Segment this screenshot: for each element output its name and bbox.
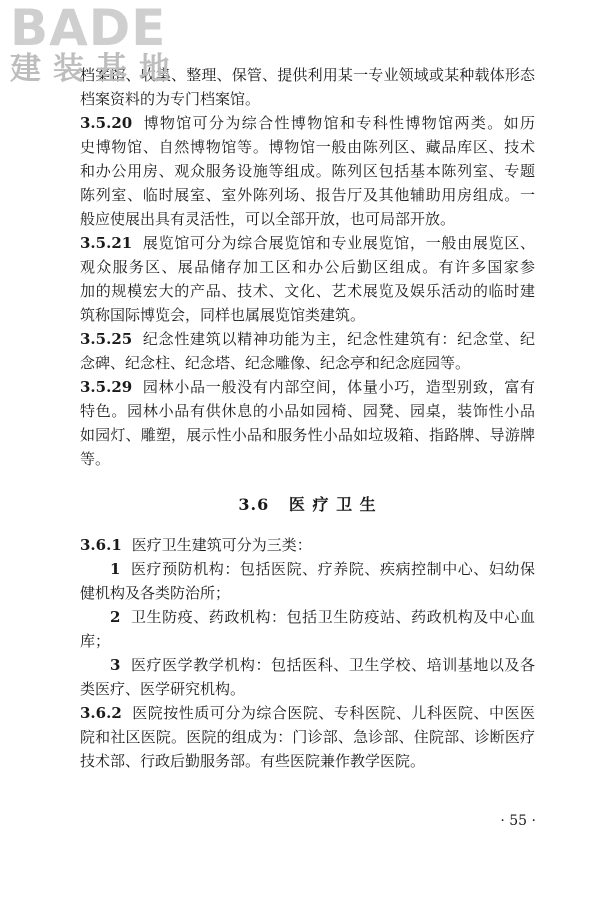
- clause-number: 3.5.20: [80, 114, 133, 132]
- item-number: 3: [110, 656, 121, 674]
- text-line: 纪念性建筑以精神功能为主，纪念性建筑有：纪念堂、纪: [142, 330, 535, 348]
- watermark-tagline: 建装基地: [10, 51, 182, 87]
- text-line: 如园灯、雕塑，展示性小品和服务性小品如垃圾箱、指路牌、导游牌: [80, 426, 535, 444]
- text-line: 加的规模宏大的产品、技术、文化、艺术展览及娱乐活动的临时建: [80, 282, 535, 300]
- text-line: 档案馆、收集、整理、保管、提供利用某一专业领域或某种载体形态: [80, 66, 535, 84]
- text-line: 特色。园林小品有供休息的小品如园椅、园凳、园桌，装饰性小品: [80, 402, 535, 420]
- text-line: 类医疗、医学研究机构。: [80, 680, 246, 698]
- text-line: 观众服务区、展品储存加工区和办公后勤区组成。有许多国家参: [80, 258, 535, 276]
- text-line: 医疗卫生建筑可分为三类：: [131, 536, 312, 554]
- clause-3-5-29: [80, 375, 535, 471]
- clause-3-5-21: [80, 231, 535, 327]
- clause-3-5-20: [80, 111, 535, 231]
- clause-3-6-1: [80, 533, 535, 701]
- text-line: 档案资料的为专门档案馆。: [80, 90, 261, 108]
- text-line: 医疗预防机构：包括医院、疗养院、疾病控制中心、妇幼保: [130, 560, 535, 578]
- text-line: 库；: [80, 632, 111, 650]
- page-body: [80, 63, 535, 773]
- clause-number: 3.5.29: [80, 378, 133, 396]
- item-number: 2: [110, 608, 121, 626]
- clause-number: 3.5.21: [80, 234, 133, 252]
- section-number: 3.6: [238, 495, 270, 514]
- page-number: · 55 ·: [500, 813, 536, 829]
- text-line: 博物馆可分为综合性博物馆和专科性博物馆两类。如历: [142, 114, 535, 132]
- clause-3-6-2: [80, 701, 535, 773]
- watermark-logo: [10, 2, 182, 86]
- list-item: [80, 653, 535, 701]
- clause-3-5-25: [80, 327, 535, 375]
- text-line: 史博物馆、自然博物馆等。博物馆一般由陈列区、藏品库区、技术: [80, 138, 535, 156]
- watermark-brand: BADE: [10, 0, 167, 57]
- text-line: 陈列室、临时展室、室外陈列场、报告厅及其他辅助用房组成。一: [80, 186, 535, 204]
- text-line: 等。: [80, 450, 111, 468]
- section-heading: [80, 493, 535, 517]
- list-item: [80, 557, 535, 605]
- item-number: 1: [110, 560, 121, 578]
- list-item: [80, 605, 535, 653]
- text-line: 技术部、行政后勤服务部。有些医院兼作教学医院。: [80, 752, 426, 770]
- text-line: 和办公用房、观众服务设施等组成。陈列区包括基本陈列室、专题: [80, 162, 535, 180]
- text-line: 院和社区医院。医院的组成为：门诊部、急诊部、住院部、诊断医疗: [80, 728, 535, 746]
- section-title: 医 疗 卫 生: [288, 495, 377, 514]
- text-line: 医院按性质可分为综合医院、专科医院、儿科医院、中医医: [131, 704, 535, 722]
- text-line: 般应使展出具有灵活性，可以全部开放，也可局部开放。: [80, 210, 456, 228]
- clause-number: 3.6.2: [80, 704, 122, 722]
- text-line: 筑称国际博览会，同样也属展览馆类建筑。: [80, 306, 366, 324]
- text-line: 展览馆可分为综合展览馆和专业展览馆，一般由展览区、: [142, 234, 535, 252]
- text-line: 卫生防疫、药政机构：包括卫生防疫站、药政机构及中心血: [130, 608, 535, 626]
- text-line: 健机构及各类防治所；: [80, 584, 231, 602]
- text-line: 园林小品一般没有内部空间，体量小巧，造型别致，富有: [142, 378, 535, 396]
- clause-number: 3.5.25: [80, 330, 133, 348]
- clause-number: 3.6.1: [80, 536, 122, 554]
- text-line: 医疗医学教学机构：包括医科、卫生学校、培训基地以及各: [130, 656, 535, 674]
- text-line: 念碑、纪念柱、纪念塔、纪念雕像、纪念亭和纪念庭园等。: [80, 354, 471, 372]
